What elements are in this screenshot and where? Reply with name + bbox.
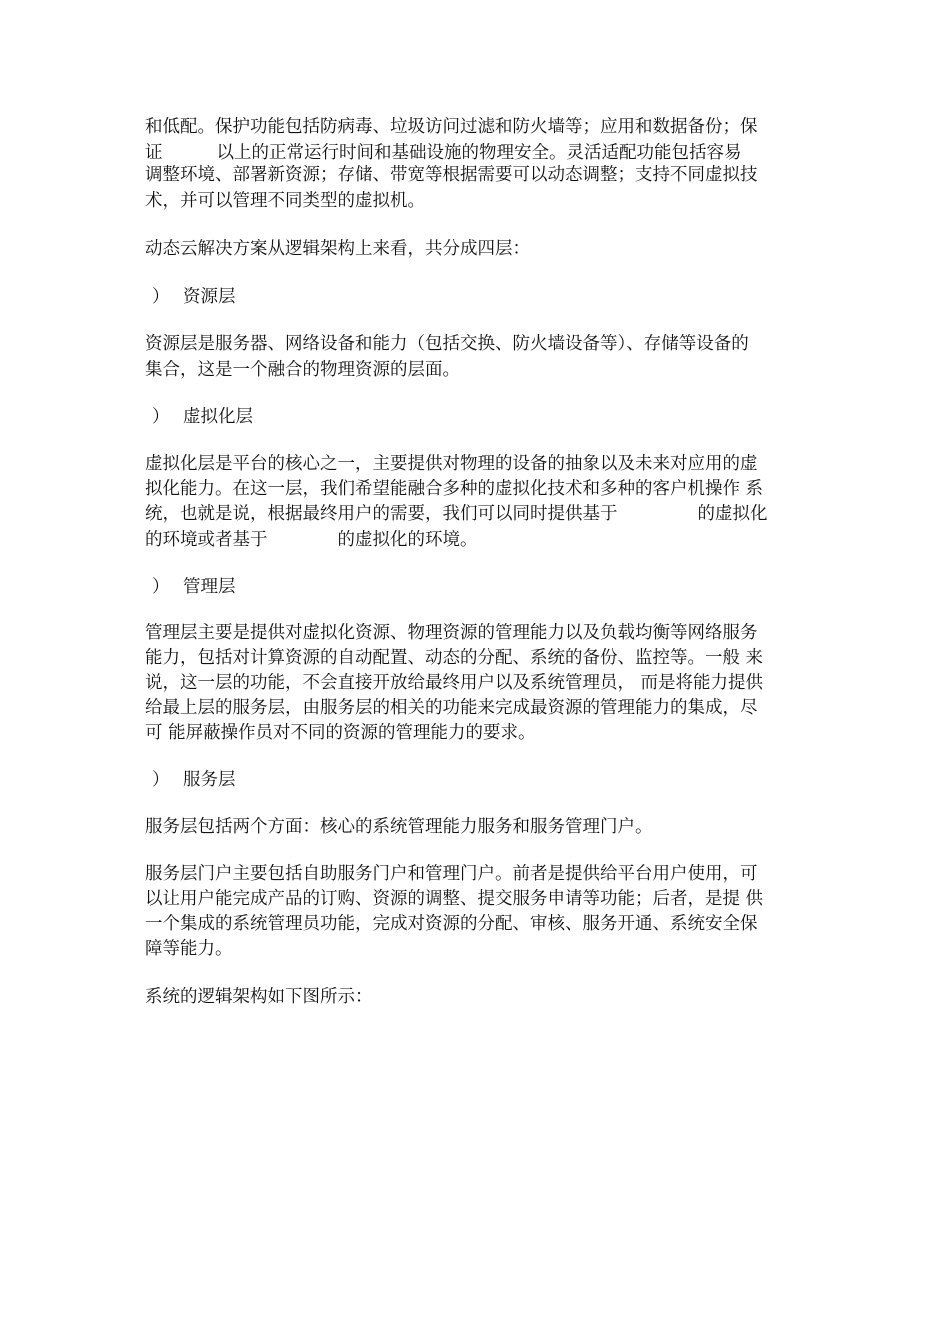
paragraph-line: 调整环境、部署新资源；存储、带宽等根据需要可以动态调整；支持不同虚拟技 <box>145 165 758 185</box>
para1-line2-start: 证 <box>145 143 163 163</box>
paragraph-line <box>145 501 768 527</box>
line-segment: 的虚拟化 <box>697 504 768 524</box>
paragraph-line: 服务层门户主要包括自助服务门户和管理门户。前者是提供给平台用户使用，可 <box>145 864 758 884</box>
intro-line: 动态云解决方案从逻辑架构上来看，共分成四层： <box>145 239 530 259</box>
paragraph-line: 术，并可以管理不同类型的虚拟机。 <box>145 191 425 211</box>
paragraph-line: 虚拟化层是平台的核心之一，主要提供对物理的设备的抽象以及未来对应用的虚 <box>145 454 758 474</box>
paragraph-line <box>145 527 478 553</box>
paragraph-line: 能力，包括对计算资源的自动配置、动态的分配、系统的备份、监控等。一般 来 <box>145 648 764 668</box>
closing-line: 系统的逻辑架构如下图所示： <box>145 987 373 1007</box>
paragraph-line: 资源层是服务器、网络设备和能力（包括交换、防火墙设备等）、存储等设备的 <box>145 334 749 354</box>
line-segment: 的环境或者基于 <box>145 530 268 550</box>
line-segment: 统，也就是说，根据最终用户的需要，我们可以同时提供基于 <box>145 504 618 524</box>
paragraph-line: 给最上层的服务层，由服务层的相关的功能来完成最资源的管理能力的集成，尽 <box>145 698 758 718</box>
paragraph-line: 可 能屏蔽操作员对不同的资源的管理能力的要求。 <box>145 723 536 743</box>
section-heading-management <box>152 574 236 600</box>
paragraph-line: 服务层包括两个方面：核心的系统管理能力服务和服务管理门户。 <box>145 817 653 837</box>
paragraph-line: 障等能力。 <box>145 939 233 959</box>
paragraph-line: 管理层主要是提供对虚拟化资源、物理资源的管理能力以及负载均衡等网络服务 <box>145 623 758 643</box>
section-heading-resource <box>152 284 236 310</box>
paragraph-line: 以让用户能完成产品的订购、资源的调整、提交服务申请等功能；后者，是提 供 <box>145 889 764 909</box>
paragraph-line: 说，这一层的功能，不会直接开放给最终用户以及系统管理员， 而是将能力提供 <box>145 673 764 693</box>
list-marker: ） <box>152 770 170 790</box>
paragraph-line: 拟化能力。在这一层，我们希望能融合多种的虚拟化技术和多种的客户机操作 系 <box>145 479 764 499</box>
section-heading-text: 服务层 <box>183 770 236 790</box>
section-heading-text: 虚拟化层 <box>183 407 253 427</box>
list-marker: ） <box>152 577 170 597</box>
para1-line2-rest: 以上的正常运行时间和基础设施的物理安全。灵活适配功能包括容易 <box>216 143 742 163</box>
section-heading-service <box>152 767 236 793</box>
paragraph-line: 一个集成的系统管理员功能，完成对资源的分配、审核、服务开通、系统安全保 <box>145 914 758 934</box>
paragraph-line: 集合，这是一个融合的物理资源的层面。 <box>145 360 460 380</box>
list-marker: ） <box>152 407 170 427</box>
section-heading-virtualization <box>152 404 253 430</box>
section-heading-text: 资源层 <box>183 287 236 307</box>
paragraph-line: 和低配。保护功能包括防病毒、垃圾访问过滤和防火墙等；应用和数据备份；保 <box>145 117 758 137</box>
line-segment: 的虚拟化的环境。 <box>337 530 478 550</box>
list-marker: ） <box>152 287 170 307</box>
section-heading-text: 管理层 <box>183 577 236 597</box>
